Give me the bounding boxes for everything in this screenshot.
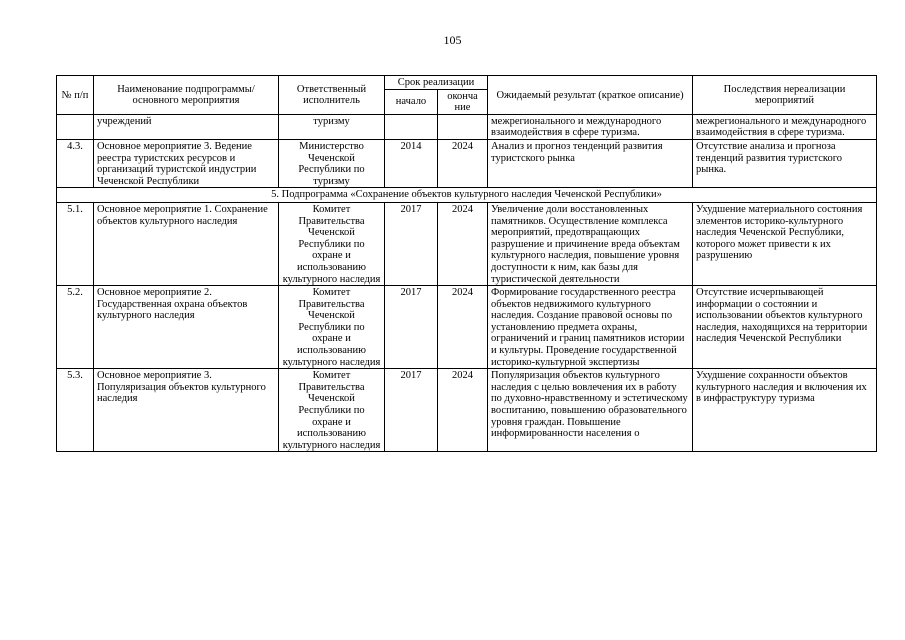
row-start bbox=[385, 114, 438, 139]
row-responsible: Комитет Правительства Чеченской Республики по охране и использованию культурного наследия bbox=[279, 369, 385, 452]
row-end: 2024 bbox=[438, 139, 488, 187]
table-row bbox=[57, 369, 877, 452]
row-num: 5.3. bbox=[57, 369, 94, 452]
program-table bbox=[56, 75, 877, 452]
header-period: Срок реализации bbox=[385, 76, 488, 90]
row-name: учреждений bbox=[94, 114, 279, 139]
row-start: 2017 bbox=[385, 202, 438, 285]
row-result: Увеличение доли восстановленных памятников. Осуществление комплекса мероприятий, предотвращающих разрушение и причинение вреда объектам культурного наследия, повышение уровня доступности к ним, как базы для туристической деятельности bbox=[488, 202, 693, 285]
row-end: 2024 bbox=[438, 369, 488, 452]
row-num: 4.3. bbox=[57, 139, 94, 187]
row-result: Формирование государственного реестра объектов недвижимого культурного наследия. Создание правовой основы по установлению предмета охраны, ограничений и границ памятников истории и культуры. Проведение государственной историко-культурной экспертизы bbox=[488, 286, 693, 369]
table-row bbox=[57, 114, 877, 139]
row-responsible: Министерство Чеченской Республики по туризму bbox=[279, 139, 385, 187]
row-responsible: Комитет Правительства Чеченской Республики по охране и использованию культурного наследия bbox=[279, 202, 385, 285]
row-end: 2024 bbox=[438, 286, 488, 369]
row-name: Основное мероприятие 1. Сохранение объектов культурного наследия bbox=[94, 202, 279, 285]
row-num: 5.2. bbox=[57, 286, 94, 369]
row-name: Основное мероприятие 2. Государственная охрана объектов культурного наследия bbox=[94, 286, 279, 369]
section-row bbox=[57, 188, 877, 203]
row-consequences: Отсутствие исчерпывающей информации о состоянии и использовании объектов культурного наследия, находящихся на территории наследия Чеченской Республики bbox=[693, 286, 877, 369]
header-result: Ожидаемый результат (краткое описание) bbox=[488, 76, 693, 115]
row-start: 2017 bbox=[385, 369, 438, 452]
row-num: 5.1. bbox=[57, 202, 94, 285]
table-row bbox=[57, 139, 877, 187]
row-consequences: Ухудшение материального состояния элементов историко-культурного наследия Чеченской Республики, которого может привести к их разрушению bbox=[693, 202, 877, 285]
row-result: Популяризация объектов культурного наследия с целью вовлечения их в работу по духовно-нравственному и эстетическому воспитанию, повышению образовательного уровня граждан. Повышение информированности населения о bbox=[488, 369, 693, 452]
row-name: Основное мероприятие 3. Популяризация объектов культурного наследия bbox=[94, 369, 279, 452]
row-start: 2014 bbox=[385, 139, 438, 187]
row-responsible: туризму bbox=[279, 114, 385, 139]
row-start: 2017 bbox=[385, 286, 438, 369]
row-end bbox=[438, 114, 488, 139]
header-end: оконча ние bbox=[438, 89, 488, 114]
row-end: 2024 bbox=[438, 202, 488, 285]
table-row bbox=[57, 202, 877, 285]
header-responsible: Ответственный исполнитель bbox=[279, 76, 385, 115]
header-num: № п/п bbox=[57, 76, 94, 115]
row-num bbox=[57, 114, 94, 139]
row-responsible: Комитет Правительства Чеченской Республики по охране и использованию культурного наследия bbox=[279, 286, 385, 369]
header-consequences: Последствия нереализации мероприятий bbox=[693, 76, 877, 115]
row-result: Анализ и прогноз тенденций развития туристского рынка bbox=[488, 139, 693, 187]
row-consequences: Ухудшение сохранности объектов культурного наследия и включения их в инфраструктуру туризма bbox=[693, 369, 877, 452]
table-row bbox=[57, 286, 877, 369]
header-row bbox=[57, 76, 877, 90]
row-consequences: Отсутствие анализа и прогноза тенденций развития туристского рынка. bbox=[693, 139, 877, 187]
row-name: Основное мероприятие 3. Ведение реестра туристских ресурсов и организаций туристской индустрии Чеченской Республики bbox=[94, 139, 279, 187]
page-number: 105 bbox=[443, 33, 462, 47]
section-title: 5. Подпрограмма «Сохранение объектов культурного наследия Чеченской Республики» bbox=[57, 188, 877, 203]
row-consequences: межрегионального и международного взаимодействия в сфере туризма. bbox=[693, 114, 877, 139]
header-name: Наименование подпрограммы/ основного мероприятия bbox=[94, 76, 279, 115]
row-result: межрегионального и международного взаимодействия в сфере туризма. bbox=[488, 114, 693, 139]
header-start: начало bbox=[385, 89, 438, 114]
